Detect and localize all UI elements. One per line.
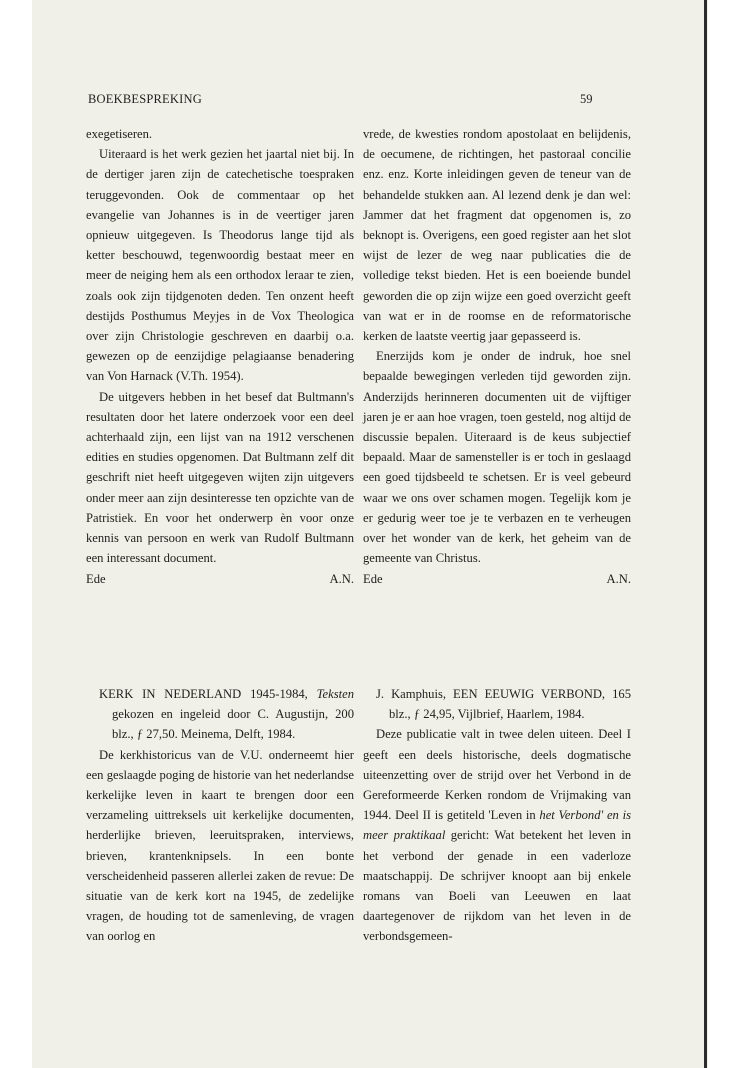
column-bottom-right — [363, 684, 631, 947]
running-header-title: BOEKBESPREKING — [88, 92, 202, 106]
paragraph — [363, 724, 631, 946]
bib-title: KERK IN NEDERLAND 1945-1984, — [99, 687, 308, 701]
signature-place: Ede — [86, 572, 106, 587]
signature-place: Ede — [363, 572, 383, 587]
paragraph: Uiteraard is het werk gezien het jaartal niet bij. In de dertiger jaren zijn de catechetische toespraken teruggevonden. Ook de commentaar op het evangelie van Johannes is in de veertiger jaren opnieuw uitgegeven. Is Theodorus lange tijd als ketter beschouwd, tegenwoordig bestaat meer en meer de neiging hem als een orthodox leraar te zien, zoals ook zijn tijdgenoten deden. Ten onzent heeft destijds Posthumus Meyjes in de Vox Theologica over zijn Christologie geschreven en daarbij o.a. gewezen op de eenzijdige pelagiaanse benadering van Von Harnack (V.Th. 1954). — [86, 147, 354, 384]
paragraph: De kerkhistoricus van de V.U. onderneemt hier een geslaagde poging de historie van het nederlandse kerkelijke leven in kaart te brengen door een verzameling uittreksels uit kerkelijke documenten, herderlijke brieven, leeruitspraken, interviews, brieven, krantenknipsels. In een bonte verscheidenheid passeren allerlei zaken de revue: De situatie van de kerk kort na 1945, de zedelijke vragen, de houding tot de samenleving, de vragen van oorlog en — [86, 747, 354, 944]
bib-details: gekozen en ingeleid door C. Augustijn, 200 blz., ƒ 27,50. Meinema, Delft, 1984. — [112, 707, 354, 742]
review-signature — [86, 569, 354, 589]
column-bottom-left — [86, 684, 354, 947]
paragraph: Enerzijds kom je onder de indruk, hoe snel bepaalde bewegingen verleden tijd geworden zijn. Anderzijds herinneren documenten uit de vijftiger jaren je er aan hoe vragen, toen gesteld, nog altijd de discussie bepalen. Uiteraard is de keus subjectief bepaald. Maar de samensteller is er toch in geslaagd een goed tijdsbeeld te schetsen. Er is veel gebeurd waar we ons over schamen mogen. Tegelijk kom je er gedurig weer toe je te verbazen en te verheugen over het wonder van de kerk, het geheim van de gemeente van Christus. — [363, 349, 631, 566]
paragraph-italic-text: het Verbond' en is meer praktikaal — [363, 808, 631, 843]
bibliographic-entry — [86, 684, 354, 745]
paragraph: De uitgevers hebben in het besef dat Bultmann's resultaten door het latere onderzoek voor een deel achterhaald zijn, een lijst van na 1912 verschenen edities en studies opgenomen. Dat Bultmann zelf dit geschrift niet heeft uitgegeven wijten zijn uitgevers onder meer aan zijn desinteresse ten opzichte van de Patristiek. En voor het onderwerp èn voor onze kennis van persoon en werk van Rudolf Bultmann een interessant document. — [86, 389, 354, 566]
bib-italic-word: Teksten — [316, 687, 354, 701]
signature-initials: A.N. — [329, 572, 354, 587]
paragraph: vrede, de kwesties rondom apostolaat en belijdenis, de oecumene, de richtingen, het pastoraal concilie enz. enz. Korte inleidingen geven de teneur van de behandelde stukken aan. Al lezend denk je dan wel: Jammer dat het fragment dat opgenomen is, zo beknopt is. Overigens, een goed register aan het slot wijst de lezer de weg naar publicaties die de volledige tekst bieden. Het is een boeiende bundel geworden die op zijn wijze een goed overzicht geeft van wat er in de roomse en de reformatorische kerken de laatste veertig jaar gepasseerd is. — [363, 127, 631, 344]
paragraph-text: Deze publicatie valt in twee delen uiteen. Deel I geeft een deels historische, deels dogmatische uiteenzetting over de strijd over het Verbond in de Gereformeerde Kerken rondom de Vrijmaking van 1944. Deel II is getiteld 'Leven in — [363, 727, 631, 823]
bibliographic-entry — [363, 684, 631, 724]
page-number: 59 — [580, 92, 593, 106]
signature-initials: A.N. — [606, 572, 631, 587]
column-top-left — [86, 124, 354, 590]
paragraph: exegetiseren. — [86, 127, 153, 141]
review-signature — [363, 569, 631, 589]
paragraph-text: gericht: Wat betekent het leven in het verbond der genade in een vaderloze maatschappij. De schrijver knoopt aan bij enkele romans van Boeli van Leeuwen en laat daartegenover de rijkdom van het leven in de verbondsgemeen- — [363, 828, 631, 944]
column-top-right — [363, 124, 631, 590]
bib-text: J. Kamphuis, EEN EEUWIG VERBOND, 165 blz., ƒ 24,95, Vijlbrief, Haarlem, 1984. — [376, 687, 631, 722]
page-spine-edge — [704, 0, 707, 1068]
